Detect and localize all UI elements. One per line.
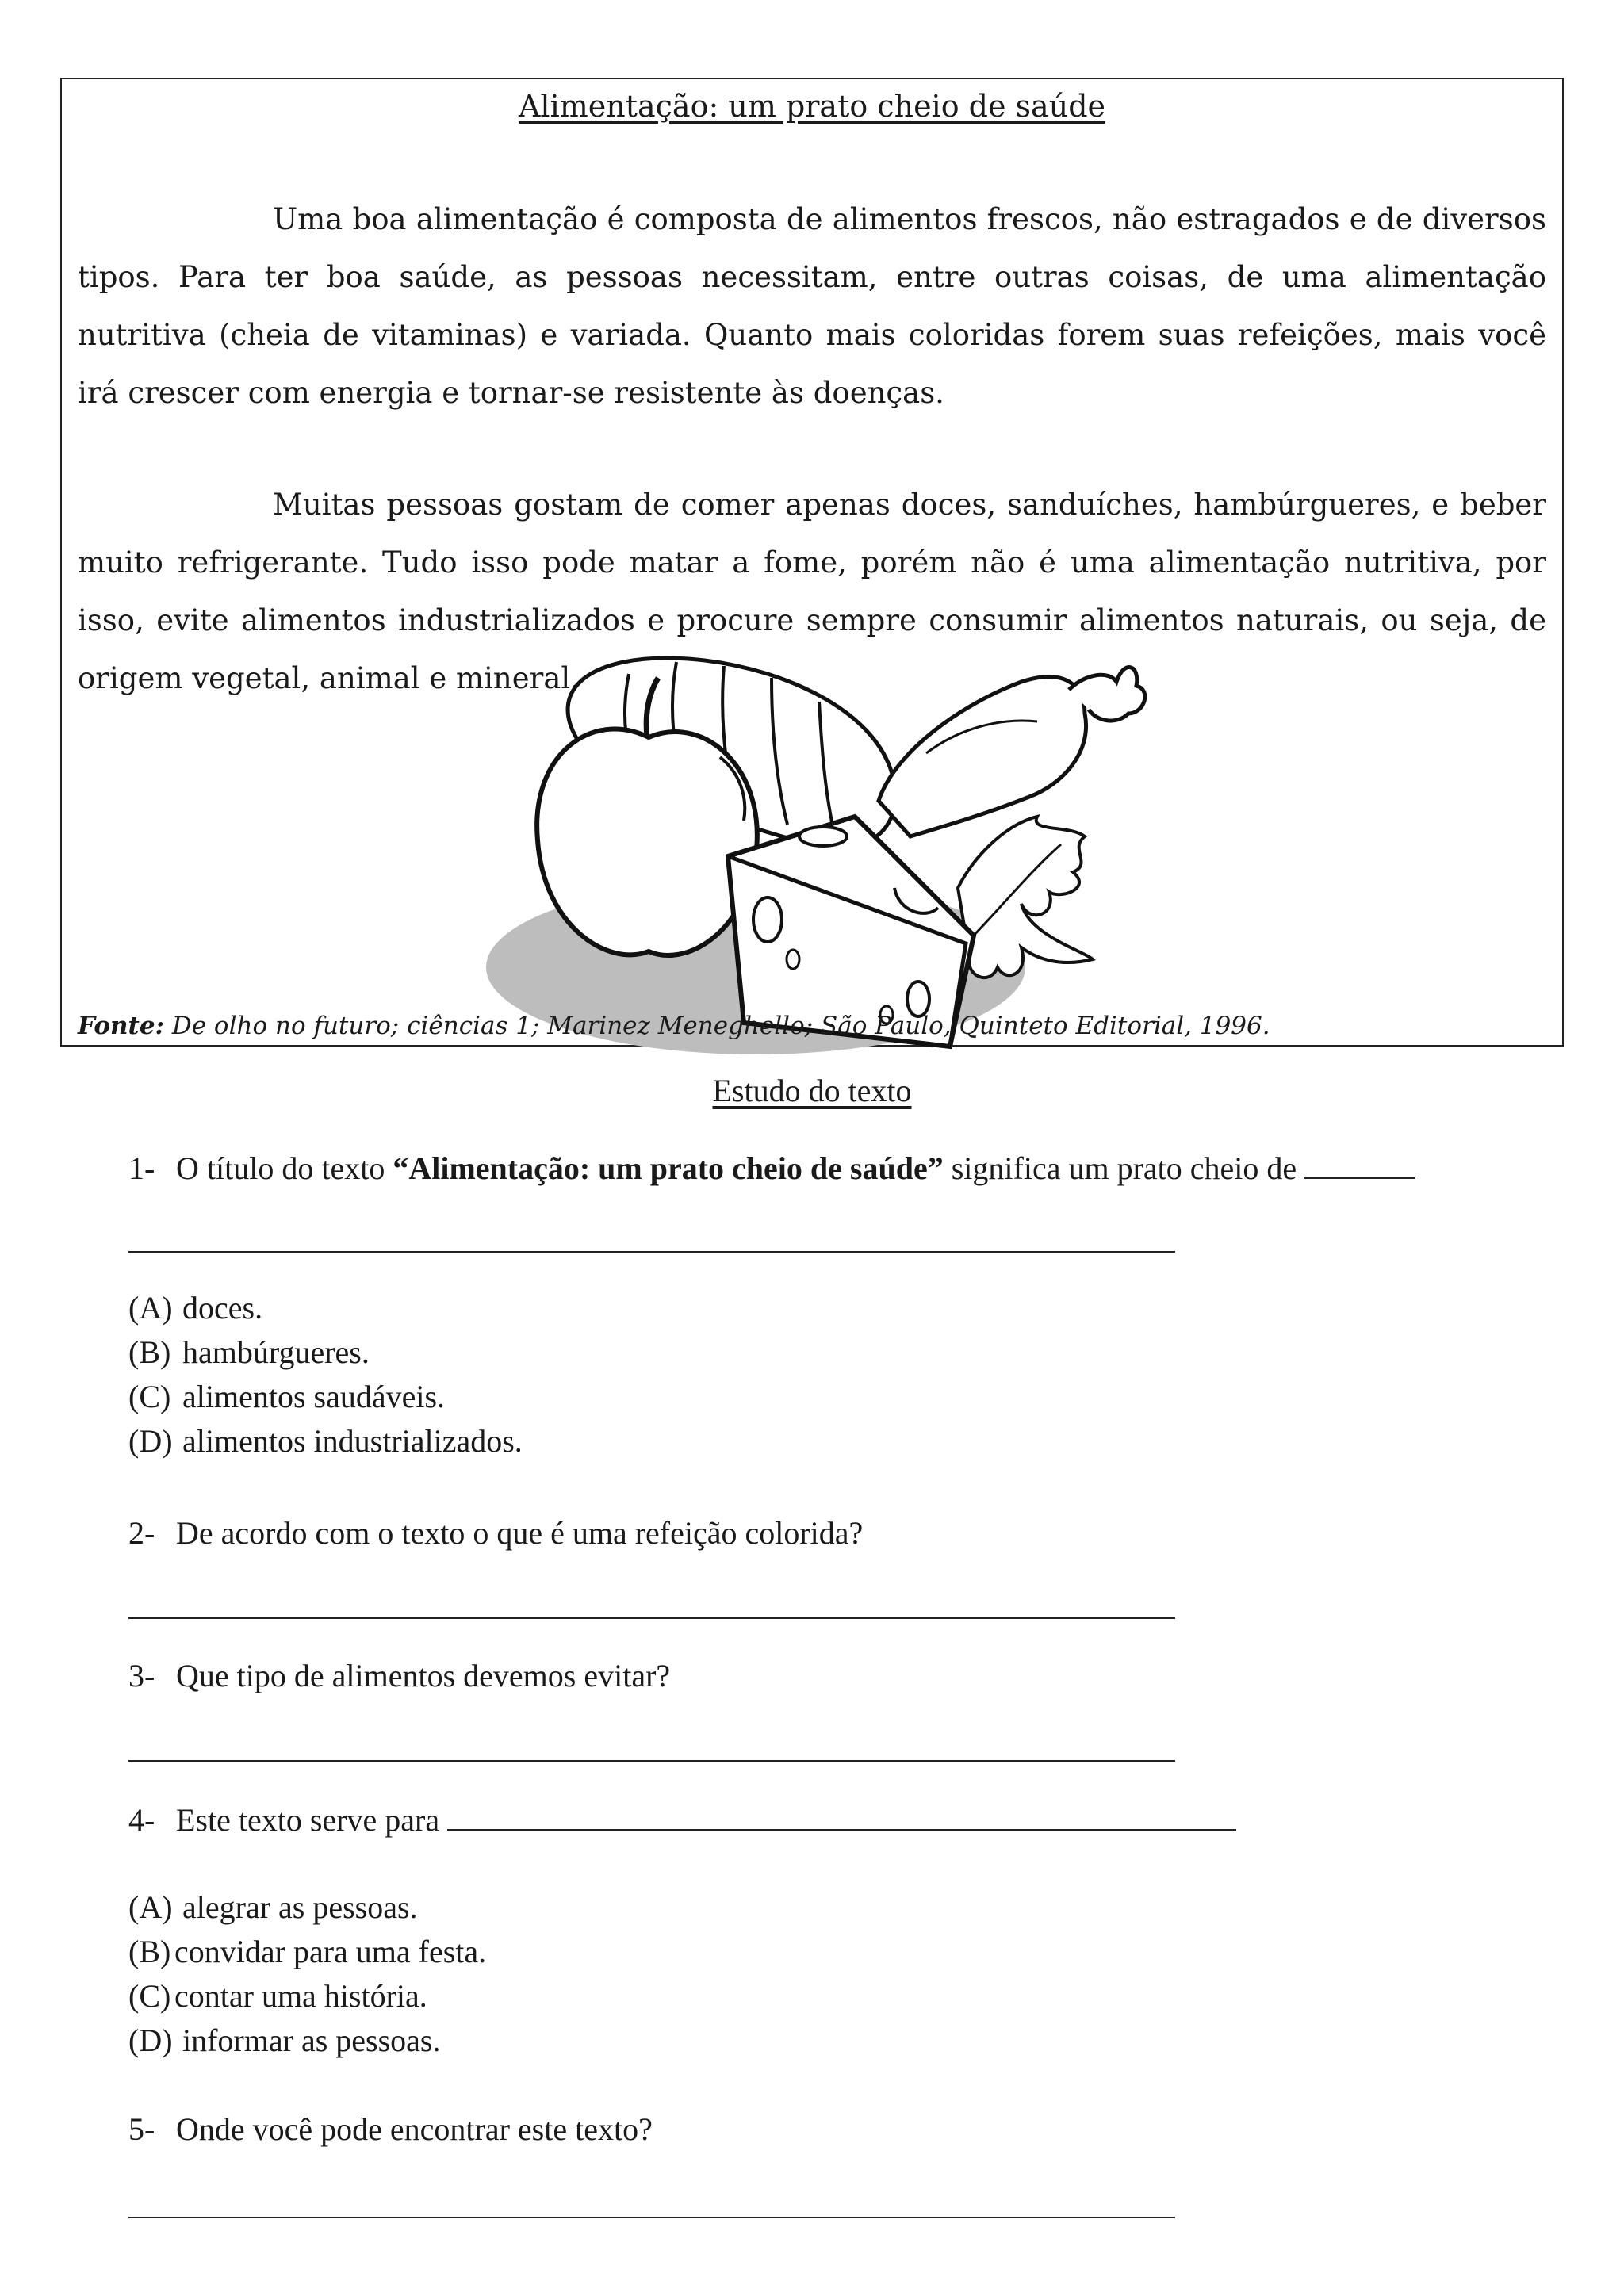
question-2-text: De acordo com o texto o que é uma refeição colorida?: [176, 1515, 864, 1551]
option-letter: (D): [128, 1423, 173, 1459]
source-text: De olho no futuro; ciências 1; Marinez Meneghello; São Paulo, Quinteto Editorial, 1996.: [164, 1012, 1270, 1040]
option-text: alegrar as pessoas.: [182, 1889, 418, 1925]
question-1-prefix: O título do texto: [176, 1150, 393, 1186]
question-4-option-c[interactable]: [128, 1977, 427, 2015]
source-label: Fonte:: [78, 1012, 165, 1040]
question-3-number: 3-: [128, 1658, 155, 1693]
option-letter: (A): [128, 1889, 173, 1925]
option-text: doces.: [182, 1290, 263, 1326]
reading-paragraph-1: [78, 190, 1546, 422]
reading-title: Alimentação: um prato cheio de saúde: [518, 89, 1106, 124]
question-4-text: Este texto serve para: [176, 1802, 448, 1838]
parsley: [958, 817, 1093, 978]
food-illustration: [482, 626, 1196, 1070]
question-1: [128, 1150, 1415, 1187]
question-4-number: 4-: [128, 1802, 155, 1838]
option-text: alimentos saudáveis.: [182, 1379, 446, 1414]
option-text: informar as pessoas.: [182, 2022, 441, 2058]
option-letter: (B): [128, 1334, 171, 1370]
question-2-answer-line[interactable]: [128, 1617, 1175, 1619]
question-1-option-a[interactable]: [128, 1289, 262, 1326]
question-5-number: 5-: [128, 2111, 155, 2147]
question-3-text: Que tipo de alimentos devemos evitar?: [176, 1658, 671, 1693]
question-1-option-c[interactable]: [128, 1378, 445, 1415]
question-1-blank[interactable]: [1304, 1174, 1415, 1179]
question-5-text: Onde você pode encontrar este texto?: [176, 2111, 653, 2147]
reading-paragraph-1-text: Uma boa alimentação é composta de alimentos frescos, não estragados e de diversos tipos. Para ter boa saúde, as pessoas necessitam, entre outras coisas, de uma alimentação nutritiva (cheia de vitaminas) e variada. Quanto mais coloridas forem suas refeições, mais você irá crescer com energia e tornar-se resistente às doenças.: [78, 202, 1546, 410]
option-letter: (D): [128, 2022, 173, 2058]
question-5-answer-line[interactable]: [128, 2217, 1175, 2218]
question-4-option-b[interactable]: [128, 1933, 486, 1970]
question-2: [128, 1514, 863, 1552]
question-1-option-d[interactable]: [128, 1422, 523, 1460]
option-text: alimentos industrializados.: [182, 1423, 523, 1459]
option-text: contar uma história.: [174, 1978, 427, 2014]
question-3-answer-line[interactable]: [128, 1760, 1175, 1762]
reading-text-box: [60, 78, 1564, 1047]
source-citation: [78, 1012, 1270, 1040]
option-letter: (C): [128, 1379, 171, 1414]
pepper: [879, 667, 1145, 836]
study-title: Estudo do texto: [712, 1073, 912, 1108]
question-1-answer-line[interactable]: [128, 1251, 1175, 1253]
question-4-blank[interactable]: [447, 1826, 1236, 1831]
option-letter: (C): [128, 1978, 171, 2014]
option-letter: (A): [128, 1290, 173, 1326]
question-1-number: 1-: [128, 1150, 155, 1186]
question-1-suffix: significa um prato cheio de: [943, 1150, 1305, 1186]
question-5: [128, 2110, 653, 2148]
question-4-option-a[interactable]: [128, 1888, 418, 1926]
option-letter: (B): [128, 1934, 171, 1969]
reading-paragraph-2-text: Muitas pessoas gostam de comer apenas doces, sanduíches, hambúrgueres, e beber muito refrigerante. Tudo isso pode matar a fome, porém não é uma alimentação nutritiva, por isso, evite alimentos industrializados e procure sempre consumir alimentos naturais, ou seja, de origem vegetal, animal e mineral.: [78, 488, 1546, 695]
question-1-quote: “Alimentação: um prato cheio de saúde”: [393, 1150, 944, 1186]
question-4: [128, 1801, 1236, 1839]
question-3: [128, 1657, 670, 1694]
question-1-option-b[interactable]: [128, 1334, 370, 1371]
question-4-option-d[interactable]: [128, 2022, 440, 2059]
option-text: convidar para uma festa.: [174, 1934, 487, 1969]
question-2-number: 2-: [128, 1515, 155, 1551]
option-text: hambúrgueres.: [182, 1334, 370, 1370]
